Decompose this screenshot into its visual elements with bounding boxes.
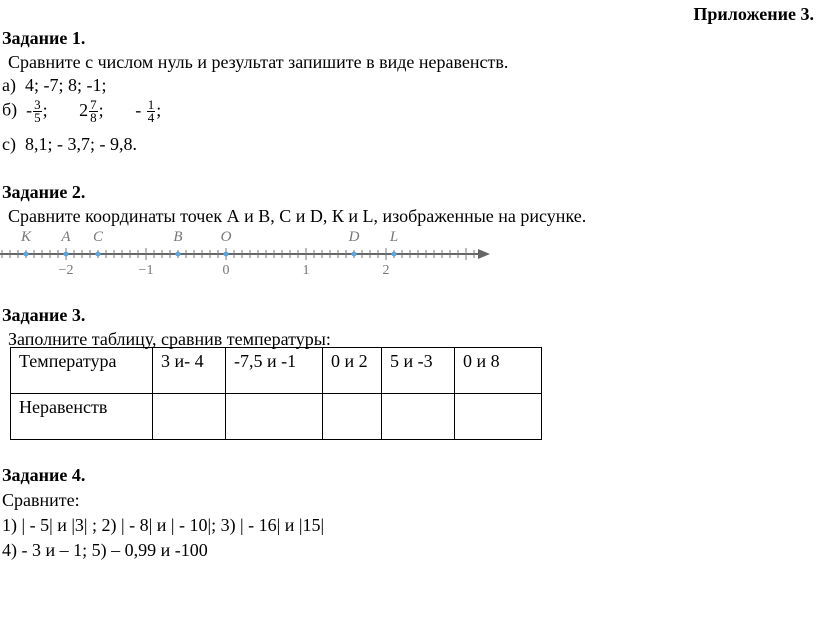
tick-label: −1 (138, 263, 154, 278)
task2-title: Задание 2. (2, 182, 86, 202)
task1-row-a (2, 75, 106, 96)
temperature-table (10, 347, 542, 440)
task3-title: Задание 3. (2, 305, 86, 325)
table-cell: Температура (11, 348, 153, 394)
task4-title: Задание 4. (2, 465, 86, 485)
table-cell (382, 394, 455, 440)
point-D (352, 252, 357, 257)
row-b-label: б) (2, 99, 18, 120)
row-c-label: с) (2, 134, 16, 154)
row-a-label: а) (2, 75, 16, 95)
fraction-item: 2 $\frac{7}{8}$ ; (79, 97, 104, 125)
task2-instruction: Сравните координаты точек А и В, С и D, К и L, изображенные на рисунке. (8, 206, 587, 226)
table-cell: 0 и 8 (455, 348, 542, 394)
point-A (64, 252, 69, 257)
tick-label: 2 (382, 263, 390, 278)
task1-row-c (2, 134, 137, 155)
task3-instruction: Заполните таблицу, сравнив температуры: (8, 329, 331, 349)
table-cell: Неравенств (11, 394, 153, 440)
point-label: B (173, 229, 183, 245)
table-cell: 0 и 2 (323, 348, 382, 394)
task1-instruction: Сравните с числом нуль и результат запишите в виде неравенств. (8, 52, 509, 72)
table-row (11, 348, 542, 394)
point-K (24, 252, 29, 257)
table-cell (323, 394, 382, 440)
table-cell: -7,5 и -1 (226, 348, 323, 394)
task1-row-b (2, 99, 161, 124)
task4-line2: 4) - 3 и – 1; 5) – 0,99 и -100 (2, 540, 208, 560)
fraction-item: - $\frac{1}{4}$ ; (135, 97, 162, 125)
point-label: O (220, 229, 232, 245)
fraction: $\frac{1}{4}$ (147, 97, 155, 125)
point-label: C (92, 229, 104, 245)
table-cell (226, 394, 323, 440)
table-row (11, 394, 542, 440)
tick-label: 0 (222, 263, 230, 278)
table-cell (455, 394, 542, 440)
appendix-label: Приложение 3. (693, 4, 814, 24)
point-label: K (20, 229, 32, 245)
tick-label: 1 (302, 263, 310, 278)
point-label: L (389, 229, 399, 245)
tick-label: −2 (58, 263, 74, 278)
task4-instruction: Сравните: (2, 490, 80, 510)
task4-line1: 1) | - 5| и |3| ; 2) | - 8| и | - 10|; 3) | - 16| и |15| (2, 515, 325, 535)
point-O (224, 252, 229, 257)
table-cell: 5 и -3 (382, 348, 455, 394)
table-cell: 3 и- 4 (153, 348, 226, 394)
number-line (0, 226, 500, 278)
fraction: $\frac{7}{8}$ (90, 97, 97, 125)
point-L (392, 252, 397, 257)
axis-arrow (478, 249, 490, 259)
fraction: $\frac{3}{5}$ (34, 97, 41, 125)
row-c-values: 8,1; - 3,7; - 9,8. (24, 134, 137, 154)
row-a-values: 4; -7; 8; -1; (24, 75, 107, 95)
fraction-item: - $\frac{3}{5}$ ; (26, 97, 48, 125)
point-label: A (61, 229, 71, 245)
task1-title: Задание 1. (2, 28, 86, 48)
point-C (96, 252, 101, 257)
table-cell (153, 394, 226, 440)
point-label: D (348, 229, 360, 245)
point-B (176, 252, 181, 257)
